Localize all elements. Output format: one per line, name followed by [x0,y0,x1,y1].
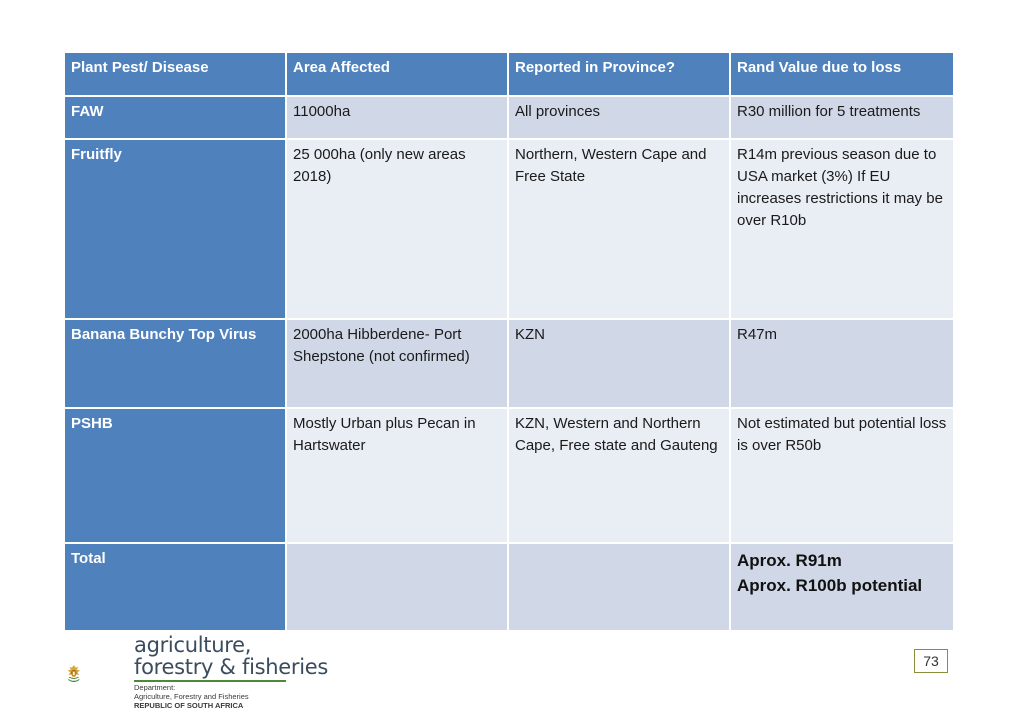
column-header: Reported in Province? [508,52,730,96]
table-row [64,96,954,139]
table-cell-empty [508,543,730,631]
column-header: Area Affected [286,52,508,96]
total-value-line2: Aprox. R100b potential [737,576,923,595]
table-row [64,139,954,319]
row-label: FAW [64,96,286,139]
logo-department-name: Agriculture, Forestry and Fisheries [134,692,249,701]
total-label: Total [64,543,286,631]
table-row [64,408,954,543]
row-label: Fruitfly [64,139,286,319]
logo-title-line2: forestry & fisheries [134,655,329,679]
table-cell: KZN [508,319,730,408]
table-header-row [64,52,954,96]
table-cell: R47m [730,319,954,408]
total-value-line1: Aprox. R91m [737,551,842,570]
logo-divider [134,680,286,682]
table-row [64,319,954,408]
table-cell: Not estimated but potential loss is over R50b [730,408,954,543]
pest-loss-table [63,51,955,632]
column-header: Rand Value due to loss [730,52,954,96]
logo-title-line1: agriculture, [134,633,252,657]
table-cell: Mostly Urban plus Pecan in Hartswater [286,408,508,543]
table-cell: 11000ha [286,96,508,139]
table-cell: KZN, Western and Northern Cape, Free state and Gauteng [508,408,730,543]
table-cell: 2000ha Hibberdene- Port Shepstone (not confirmed) [286,319,508,408]
coat-of-arms-icon [66,638,126,710]
total-value [730,543,954,631]
row-label: Banana Bunchy Top Virus [64,319,286,408]
table-cell: R30 million for 5 treatments [730,96,954,139]
page-number: 73 [914,649,948,673]
table-cell: All provinces [508,96,730,139]
logo-department: Department: [134,683,176,692]
table-cell-empty [286,543,508,631]
table-cell: 25 000ha (only new areas 2018) [286,139,508,319]
table-cell: Northern, Western Cape and Free State [508,139,730,319]
row-label: PSHB [64,408,286,543]
logo-country: REPUBLIC OF SOUTH AFRICA [134,701,244,710]
table-cell: R14m previous season due to USA market (3%) If EU increases restrictions it may be over R10b [730,139,954,319]
column-header: Plant Pest/ Disease [64,52,286,96]
total-row [64,543,954,631]
